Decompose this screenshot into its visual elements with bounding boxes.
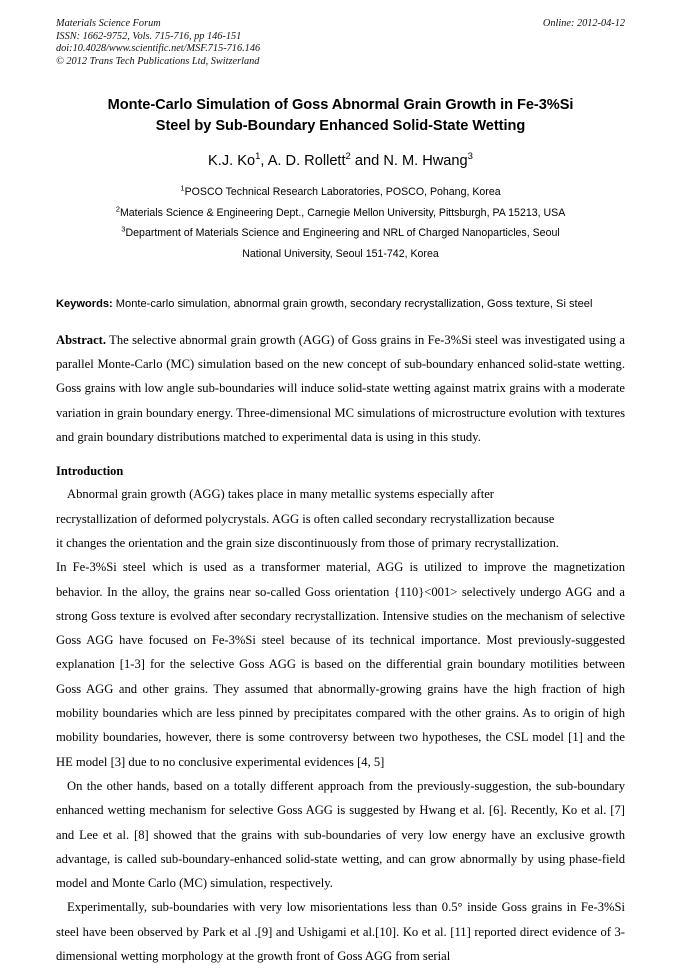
intro-paragraph-1-opening [56, 482, 625, 555]
intro-p1-line-2: recrystallization of deformed polycrystals. AGG is often called secondary recrystallization because [56, 511, 555, 526]
section-heading-introduction: Introduction [56, 464, 124, 479]
keywords-text: Monte-carlo simulation, abnormal grain growth, secondary recrystallization, Goss texture, Si steel [112, 298, 593, 311]
intro-p1-line-3: it changes the orientation and the grain size discontinuously from those of primary recrystallization. [56, 535, 559, 550]
affiliation-3 [56, 223, 625, 244]
publisher-header [56, 18, 625, 68]
author-2-separator: and [350, 153, 384, 170]
affiliation-3-continued-text: National University, Seoul 151-742, Korea [242, 247, 439, 260]
intro-paragraph-3 [56, 895, 625, 968]
copyright-line: © 2012 Trans Tech Publications Ltd, Switzerland [56, 55, 260, 67]
author-2 [268, 153, 384, 169]
title-line-2: Steel by Sub-Boundary Enhanced Solid-State Wetting [155, 118, 526, 135]
issn-volume-pages: ISSN: 1662-9752, Vols. 715-716, pp 146-151 [56, 30, 242, 42]
author-2-affiliation-marker: 2 [345, 151, 351, 163]
author-1 [208, 153, 268, 169]
online-publication-date: Online: 2012-04-12 [542, 18, 625, 29]
author-1-name: K.J. Ko [208, 153, 256, 170]
affiliation-2-marker: 2 [115, 204, 120, 214]
title-line-1: Monte-Carlo Simulation of Goss Abnormal Grain Growth in Fe-3%Si [107, 97, 574, 114]
affiliation-2-text: Materials Science & Engineering Dept., Carnegie Mellon University, Pittsburgh, PA 15213, USA [119, 206, 566, 219]
affiliation-3-continued [56, 244, 625, 265]
affiliation-3-marker: 3 [121, 224, 126, 234]
keywords-block [56, 293, 625, 316]
affiliation-list [56, 182, 625, 264]
abstract-block [56, 328, 625, 449]
abstract-text: The selective abnormal grain growth (AGG) of Goss grains in Fe-3%Si steel was investigated using a parallel Monte-Carlo (MC) simulation based on the new concept of sub-boundary enhanced solid-state wetting. Goss grains with low angle sub-boundaries will induce solid-state wetting against matrix grains with a moderate variation in grain boundary energy. Three-dimensional MC simulations of microstructure evolution with textures and grain boundary distributions matched to experimental data is using in this study. [56, 332, 625, 445]
author-1-affiliation-marker: 1 [255, 151, 261, 163]
author-3-name: N. M. Hwang [383, 153, 468, 170]
intro-paragraph-1-rest: In Fe-3%Si steel which is used as a transformer material, AGG is utilized to improve the magnetization behavior. In the alloy, the grains near so-called Goss orientation {110}<001> selectively undergo AGG and a strong Goss texture is evolved after secondary recrystallization. Intensive studies on the mechanism of selective Goss AGG have focused on Fe-3%Si steel because of its technical importance. Most previously-suggested explanation [1-3] for the selective Goss AGG is based on the differential grain boundary motilities between Goss AGG and other grains. They assumed that abnormally-growing grains have the high fraction of high mobility boundaries which are less pinned by precipitates compared with the other grains. As to origin of high mobility boundaries, however, there is some controversy between two hypotheses, the CSL model [1] and the HE model [3] due to no conclusive experimental evidences [4, 5] [56, 560, 625, 769]
intro-p1-line-1: Abnormal grain growth (AGG) takes place in many metallic systems especially after [67, 487, 495, 502]
abstract-label: Abstract. [56, 332, 107, 347]
author-2-name: A. D. Rollett [267, 153, 346, 170]
page-content [56, 18, 625, 968]
affiliation-3-text: Department of Materials Science and Engineering and NRL of Charged Nanoparticles, Seoul [125, 227, 560, 240]
affiliation-1-text: POSCO Technical Research Laboratories, POSCO, Pohang, Korea [184, 186, 501, 199]
intro-paragraph-3-text: Experimentally, sub-boundaries with very low misorientations less than 0.5° inside Goss grains in Fe-3%Si steel have been observed by Park et al .[9] and Ushigami et al.[10]. Ko et al. [11] reported direct evidence of 3-dimensional wetting morphology at the growth front of Goss AGG from serial [56, 900, 625, 963]
affiliation-1 [56, 182, 625, 203]
author-list [56, 151, 625, 171]
intro-paragraph-2-text: On the other hands, based on a totally different approach from the previously-suggestion, the sub-boundary enhanced wetting mechanism for selective Goss AGG is suggested by Hwang et al. [6]. Recently, Ko et al. [7] and Lee et al. [8] showed that the grains with sub-boundaries of very low energy have an exclusive growth advantage, is called sub-boundary-enhanced solid-state wetting, and can grow abnormally by using phase-field model and Monte Carlo (MC) simulation, respectively. [56, 778, 625, 891]
author-3-affiliation-marker: 3 [467, 151, 473, 163]
publisher-header-lines [56, 18, 476, 68]
page-title [56, 95, 625, 137]
intro-paragraph-2 [56, 774, 625, 895]
author-3 [383, 153, 473, 169]
affiliation-1-marker: 1 [180, 183, 185, 193]
author-1-separator: , [260, 153, 268, 170]
keywords-label: Keywords: [56, 298, 113, 311]
affiliation-2 [56, 203, 625, 224]
doi-line: doi:10.4028/www.scientific.net/MSF.715-716.146 [56, 43, 261, 55]
journal-name: Materials Science Forum [56, 18, 161, 29]
